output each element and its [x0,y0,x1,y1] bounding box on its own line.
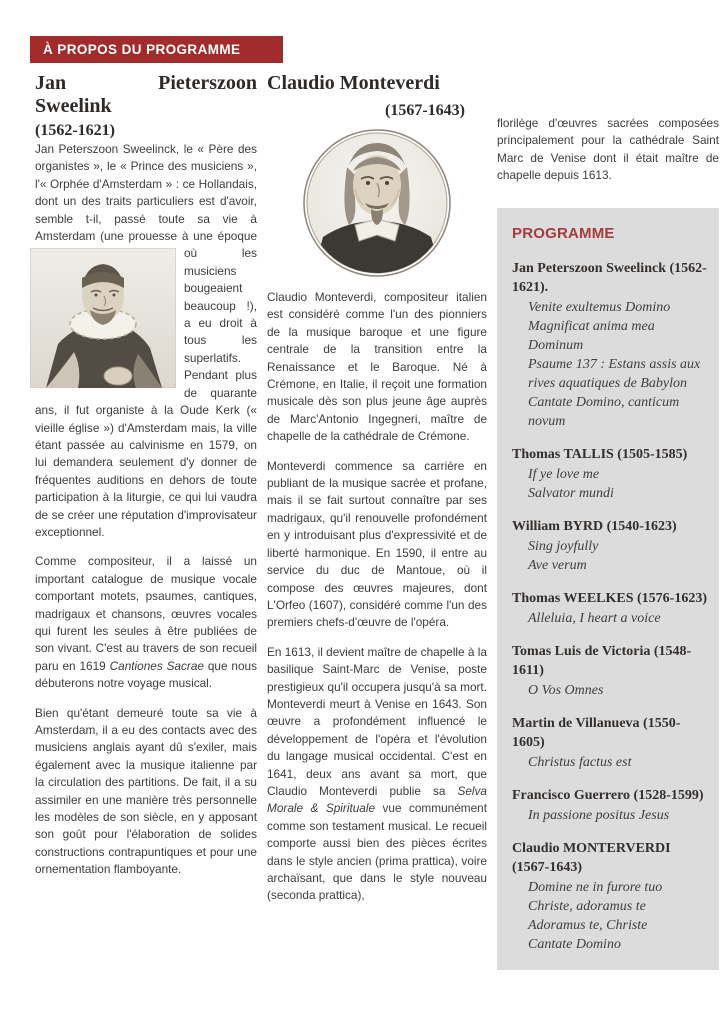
programme-work: Magnificat anima mea Dominum [528,318,655,353]
programme-entry [512,786,707,825]
programme-work: If ye love me [528,466,600,482]
programme-work: O Vos Omnes [528,682,604,698]
programme-composer: William BYRD (1540-1623) [512,518,677,534]
sweelinck-para2-text-b: que nous débuterons notre voyage musical. [35,658,257,691]
programme-composer: Thomas WEELKES (1576-1623) [512,590,707,606]
programme-composer: Martin de Villanueva (1550-1605) [512,715,681,750]
monteverdi-para3-text-a: En 1613, il devient maître de chapelle à la basilique Saint-Marc de Venise, poste prestigieux qu'il occupera jusqu'à sa mort. Monteverdi meurt à Venise en 1643. Son œuvre a profondément influencé le développement de l'opéra et l'évolution du langage musical occidental. C'est en 1641, deux ans avant sa mort, que Claudio Monteverdi publie sa [267,644,487,798]
sweelinck-dates: (1562-1621) [35,122,115,139]
programme-work: In passione positus Jesus [528,807,670,823]
programme-work: Salvator mundi [528,485,614,501]
programme-entry [512,714,707,772]
programme-list [512,259,707,954]
programme-work: Alleluia, I heart a voice [528,610,661,626]
a-propos-banner: À PROPOS DU PROGRAMME [30,36,283,63]
programme-composer: Francisco Guerrero (1528-1599) [512,787,704,803]
programme-works [512,806,707,825]
programme-entry [512,259,707,431]
sweelinck-title-line2: Sweelink [35,95,112,117]
programme-work: Ave verum [528,557,587,573]
programme-entry [512,589,707,628]
programme-works [512,681,707,700]
programme-works [512,537,707,575]
programme-composer: Thomas TALLIS (1505-1585) [512,446,688,462]
programme-entry [512,839,707,954]
programme-works [512,878,707,954]
programme-box [497,208,719,970]
monteverdi-para3-text-b: vue communément comme son testament musical. Le recueil comporte aussi bien des pièces écrites dans le style ancien (prima prattica), voire archaïsant, que dans le style nouveau (seconda prattica), [267,801,487,903]
programme-work: Christe, adoramus te [528,898,646,914]
programme-work: Adoramus te, Christe [528,917,648,933]
programme-work: Psaume 137 : Estans assis aux rives aquatiques de Babylon [528,356,701,391]
programme-work: Venite exultemus Domino [528,299,671,315]
programme-entry [512,445,707,503]
monteverdi-paragraph-1: Claudio Monteverdi, compositeur italien est considéré comme l'un des pionniers de la musique baroque et une figure centrale de la transition entre la Renaissance et le Baroque. Né à Crémone, en Italie, il reçoit une formation musicale dès son plus jeune âge auprès de Marc'Antonio Ingegneri, maître de chapelle de la cathédrale de Crémone. [267,290,487,444]
monteverdi-continuation-text: florilège d'œuvres sacrées composées principalement pour la cathédrale Saint Marc de Venise dont il était maître de chapelle depuis 1613. [497,116,719,183]
programme-works [512,298,707,431]
selva-morale-title: Selva Morale & Spirituale [267,783,487,816]
programme-composer: Jan Peterszoon Sweelinck (1562-1621). [512,260,707,295]
monteverdi-portrait-image [267,129,487,277]
programme-work: Christus factus est [528,754,632,770]
monteverdi-column [267,72,487,970]
monteverdi-paragraph-2: Monteverdi commence sa carrière en publiant de la musique sacrée et profane, mais il se fait surtout connaître par ses madrigaux, qu'il renouvelle profondément en y introduisant plus d'expressivité et de liberté harmonique. En 1590, il entre au service du duc de Mantoue, où il compose des œuvres majeures, dont L'Orfeo (1607), considéré comme l'un des premiers chefs-d'œuvre de l'opéra. [267,458,487,630]
programme-work: Cantate Domino [528,936,621,952]
programme-work: Sing joyfully [528,538,599,554]
programme-heading: PROGRAMME [512,224,615,242]
monteverdi-dates: (1567-1643) [385,102,465,119]
programme-composer: Tomas Luis de Victoria (1548-1611) [512,643,692,678]
programme-works [512,465,707,503]
programme-entry [512,517,707,575]
sweelinck-para1-text-before: Jan Peterszoon Sweelinck, le « Père des organistes », le « Prince des musiciens », l'« Orphée d'Amsterdam » : ce Hollandais, dont un des traits particuliers est d'avoir, semble t-il, passé toute sa vie à Amsterdam (une prouesse [35,142,257,244]
sweelinck-para2-text-a: Comme compositeur, il a laissé un important catalogue de musique vocale comportant motets, psaumes, cantiques, madrigaux et chansons, œuvres vocales qui furent les seules à être publiées de son vivant. C'est au travers de son recueil paru en 1619 [35,554,257,673]
sweelinck-portrait-image [30,248,176,388]
sweelinck-para1-text-after: à une époque où les musiciens bougeaient beaucoup !), a eu droit à tous les superlatifs. Pendant plus de quarante ans, il fut organiste à la Oude Kerk (« vieille église ») d'Amsterdam mais, la ville étant passée au calvinisme en 1579, on lui demandera seulement d'y donner de fréquentes auditions en dehors de toute participation à la liturgie, ce qui lui vaudra de se créer une réputation d'improvisateur exceptionnel. [35,229,258,539]
three-column-layout [35,72,719,970]
cantiones-sacrae-title: Cantiones Sacrae [109,658,204,673]
programme-works [512,609,707,628]
sweelinck-paragraph-3: Bien qu'étant demeuré toute sa vie à Amsterdam, il a eu des contacts avec des musiciens anglais ayant dû s'exiler, mais également avec la musique italienne par la circulation des partitions. De fait, il a su assimiler en une manière très personnelle les modèles de son siècle, en y apposant son goût pour l'élaboration de solides constructions contrapuntiques et pour une ornementation flamboyante. [35,705,257,877]
monteverdi-paragraph-3 [267,644,487,905]
programme-composer: Claudio MONTERVERDI (1567-1643) [512,840,671,875]
sweelinck-column [35,72,257,970]
sweelinck-paragraph-1 [35,141,257,541]
sweelinck-paragraph-2 [35,553,257,692]
programme-works [512,753,707,772]
programme-column [497,72,719,970]
monteverdi-title: Claudio Monteverdi [267,72,440,94]
programme-work: Cantate Domino, canticum novum [528,394,680,429]
programme-entry [512,642,707,700]
programme-work: Domine ne in furore tuo [528,879,663,895]
sweelinck-title-line1: Jan Pieterszoon [35,72,257,94]
